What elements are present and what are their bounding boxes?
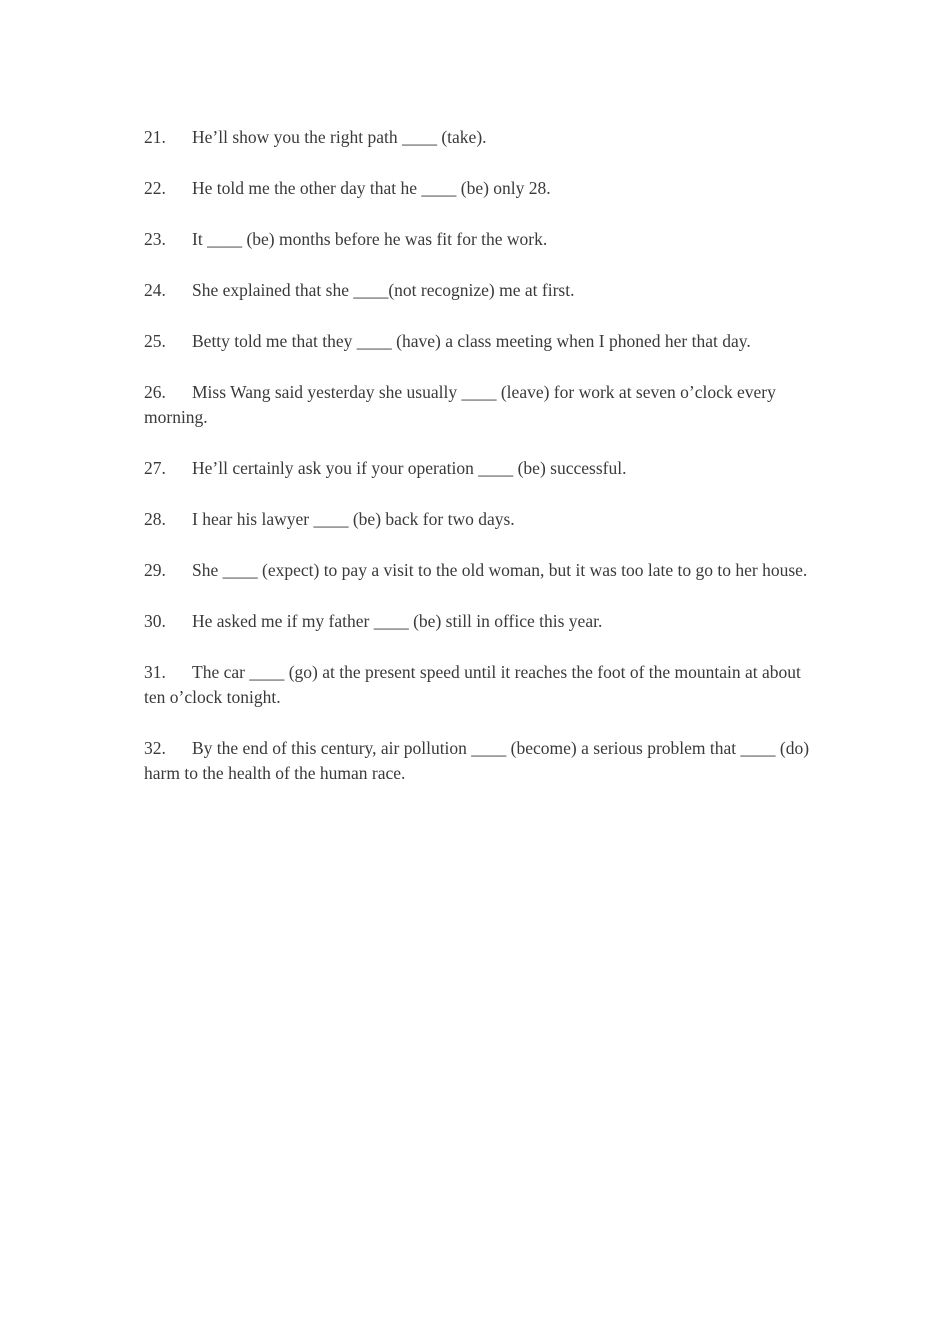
question-27	[144, 456, 824, 481]
question-text: Betty told me that they ____ (have) a class meeting when I phoned her that day.	[192, 331, 751, 351]
question-number: 21.	[144, 127, 166, 147]
exercise-page	[144, 125, 824, 812]
question-text: It ____ (be) months before he was fit for the work.	[192, 229, 548, 249]
question-text: He’ll certainly ask you if your operation ____ (be) successful.	[192, 458, 627, 478]
question-number: 29.	[144, 560, 166, 580]
question-24	[144, 278, 824, 303]
question-21	[144, 125, 824, 150]
question-text: He told me the other day that he ____ (be) only 28.	[192, 178, 551, 198]
question-text: Miss Wang said yesterday she usually ____ (leave) for work at seven o’clock every morning.	[144, 382, 776, 427]
question-text: He asked me if my father ____ (be) still in office this year.	[192, 611, 603, 631]
question-number: 25.	[144, 331, 166, 351]
question-number: 22.	[144, 178, 166, 198]
question-text: The car ____ (go) at the present speed until it reaches the foot of the mountain at about ten o’clock tonight.	[144, 662, 801, 707]
question-text: She explained that she ____(not recognize) me at first.	[192, 280, 575, 300]
question-22	[144, 176, 824, 201]
question-number: 23.	[144, 229, 166, 249]
question-number: 27.	[144, 458, 166, 478]
question-29	[144, 558, 824, 583]
question-26	[144, 380, 824, 430]
question-number: 24.	[144, 280, 166, 300]
question-28	[144, 507, 824, 532]
question-text: He’ll show you the right path ____ (take).	[192, 127, 487, 147]
question-30	[144, 609, 824, 634]
question-25	[144, 329, 824, 354]
question-number: 32.	[144, 738, 166, 758]
question-number: 26.	[144, 382, 166, 402]
question-32	[144, 736, 824, 786]
question-text: I hear his lawyer ____ (be) back for two days.	[192, 509, 515, 529]
question-number: 30.	[144, 611, 166, 631]
question-number: 28.	[144, 509, 166, 529]
question-text: By the end of this century, air pollution ____ (become) a serious problem that ____ (do) harm to the health of the human race.	[144, 738, 810, 783]
question-number: 31.	[144, 662, 166, 682]
question-23	[144, 227, 824, 252]
question-31	[144, 660, 824, 710]
question-text: She ____ (expect) to pay a visit to the old woman, but it was too late to go to her house.	[192, 560, 808, 580]
